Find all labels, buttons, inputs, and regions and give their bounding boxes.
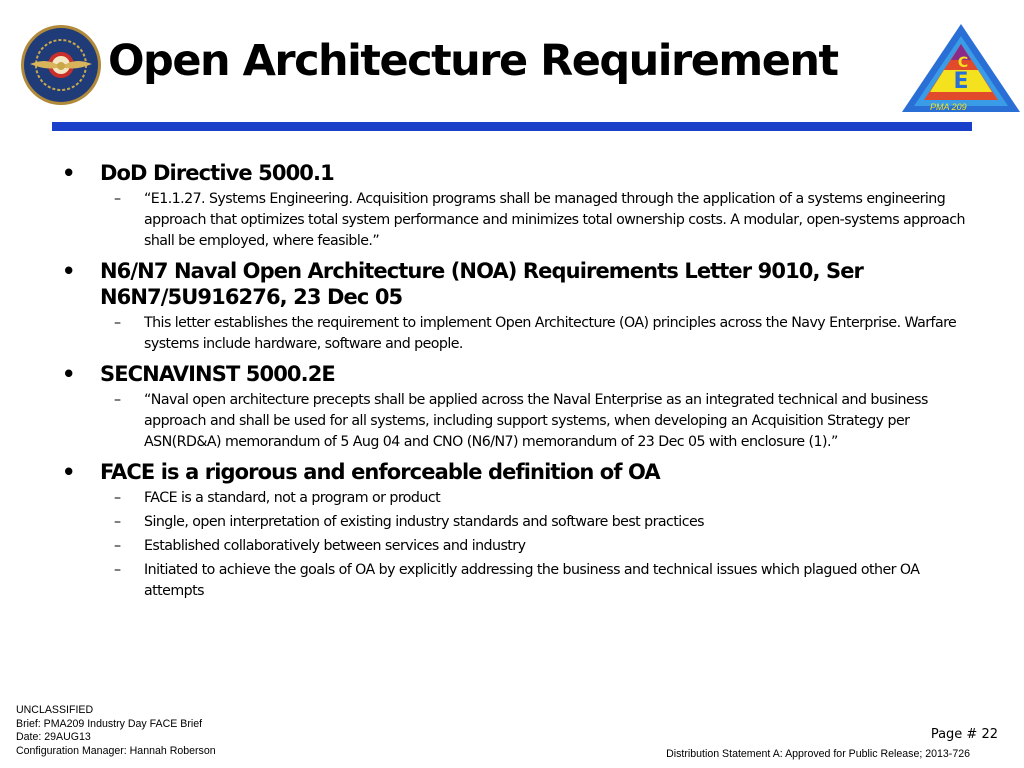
sub-bullet <box>62 536 972 557</box>
bullet-marker: • <box>62 460 75 484</box>
sub-bullet-text: Established collaboratively between services and industry <box>144 538 526 554</box>
sub-bullet <box>62 512 972 533</box>
sub-bullet <box>62 189 972 252</box>
bullet-secnavinst <box>62 361 972 387</box>
bullet-marker: • <box>62 259 75 283</box>
classification-label: UNCLASSIFIED <box>16 704 94 716</box>
sub-bullet-text: Initiated to achieve the goals of OA by explicitly addressing the business and technical issues which plagued other OA attempts <box>144 562 920 599</box>
dash-marker: – <box>114 315 121 331</box>
bullet-heading: FACE is a rigorous and enforceable definition of OA <box>100 460 660 484</box>
footer-info <box>16 704 216 758</box>
sub-bullet <box>62 560 972 602</box>
bullet-face-definition <box>62 459 972 485</box>
dash-marker: – <box>114 562 121 578</box>
page-number: Page # 22 <box>930 727 998 742</box>
dash-marker: – <box>114 538 121 554</box>
date-label: Date: 29AUG13 <box>16 731 91 743</box>
distribution-statement: Distribution Statement A: Approved for Public Release; 2013-726 <box>666 748 970 760</box>
logo-letter-e: E <box>953 69 969 94</box>
sub-bullet-text: FACE is a standard, not a program or product <box>144 490 441 506</box>
navair-seal-logo <box>20 24 102 106</box>
bullet-heading: DoD Directive 5000.1 <box>100 161 334 185</box>
sub-bullet <box>62 488 972 509</box>
bullet-heading: SECNAVINST 5000.2E <box>100 362 335 386</box>
config-manager-label: Configuration Manager: Hannah Roberson <box>16 744 216 757</box>
dash-marker: – <box>114 392 121 408</box>
pma209-logo <box>900 22 1022 114</box>
bullet-dod-directive <box>62 160 972 186</box>
dash-marker: – <box>114 191 121 207</box>
slide-title: Open Architecture Requirement <box>108 36 838 86</box>
bullet-heading: N6/N7 Naval Open Architecture (NOA) Requirements Letter 9010, Ser N6N7/5U916276, 23 Dec 05 <box>100 259 864 309</box>
sub-bullet-text: This letter establishes the requirement to implement Open Architecture (OA) principles across the Navy Enterprise. Warfare systems include hardware, software and people. <box>144 315 957 352</box>
sub-bullet-text: “E1.1.27. Systems Engineering. Acquisition programs shall be managed through the application of a systems engineering approach that optimizes total system performance and minimizes total ownership costs. A modular, open-systems approach shall be employed, where feasible.” <box>144 191 966 249</box>
logo-letter-c: C <box>957 55 969 71</box>
bullet-marker: • <box>62 161 75 185</box>
slide-body <box>62 160 972 602</box>
sub-bullet <box>62 313 972 355</box>
brief-label: Brief: PMA209 Industry Day FACE Brief <box>16 717 203 730</box>
sub-bullet-text: Single, open interpretation of existing industry standards and software best practices <box>144 514 704 530</box>
sub-bullet-text: “Naval open architecture precepts shall be applied across the Naval Enterprise as an integrated technical and business approach and shall be used for all systems, including support systems, when developing an Acquisition Strategy per ASN(RD&A) memorandum of 5 Aug 04 and CNO (N6/N7) memorandum of 23 Dec 05 with enclosure (1).” <box>144 392 928 450</box>
dash-marker: – <box>114 514 121 530</box>
sub-bullet <box>62 390 972 453</box>
bullet-marker: • <box>62 362 75 386</box>
logo-pma-label: PMA 209 <box>930 102 967 112</box>
title-divider <box>52 122 972 131</box>
dash-marker: – <box>114 490 121 506</box>
bullet-noa-letter <box>62 258 972 310</box>
